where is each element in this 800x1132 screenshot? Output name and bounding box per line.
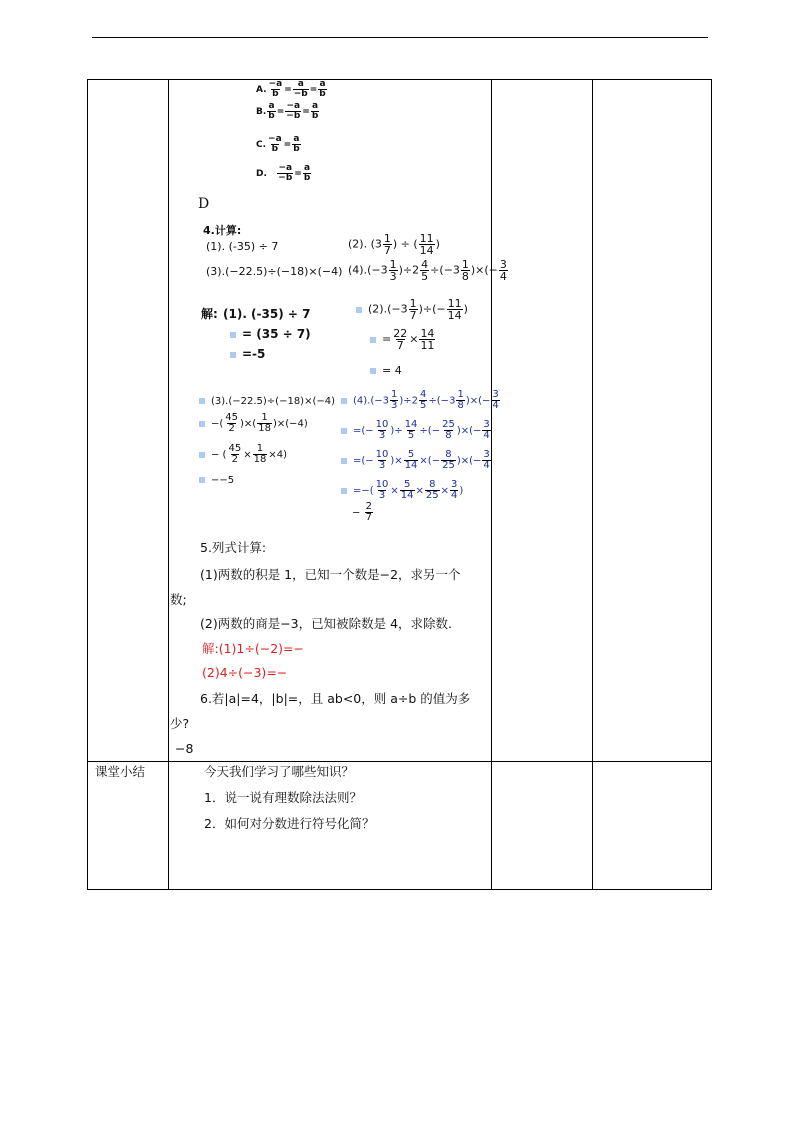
fraction-denominator: 2 [231, 454, 239, 465]
fraction-numerator: −a [268, 79, 283, 89]
expr-part: (4).(−3 [353, 395, 389, 407]
fraction-numerator: a [312, 101, 319, 111]
fraction-denominator: 8 [461, 270, 469, 283]
expr-part: )×( [240, 418, 257, 430]
q6-problem-cont: 少? [170, 716, 190, 731]
fraction-numerator: 14 [420, 327, 435, 340]
q4-s4-line2 [341, 420, 491, 441]
q4-problem-2 [348, 233, 440, 256]
expr-part: − ( [211, 449, 227, 461]
fraction-denominator: b [303, 173, 311, 183]
fraction-numerator: 4 [421, 258, 429, 271]
q4-s2-line1 [356, 298, 468, 321]
expr-part: ) ÷ ( [392, 237, 418, 251]
expr-part: ) [435, 237, 440, 251]
step-marker [199, 421, 205, 427]
fraction-denominator: 18 [253, 454, 267, 465]
q5-problem-1-cont: 数; [170, 592, 187, 607]
fraction-numerator: 25 [442, 419, 455, 430]
step-marker [230, 352, 236, 358]
expr-part: −( [211, 418, 224, 430]
q5-solution-2: (2)4÷(−3)=− [202, 665, 288, 680]
fraction-numerator: 3 [483, 449, 490, 460]
fraction-numerator: 8 [445, 449, 452, 460]
q4-s3-line3 [199, 444, 287, 465]
fraction-denominator: 14 [419, 244, 434, 257]
fraction-denominator: 7 [396, 339, 404, 352]
fraction-numerator: 10 [375, 419, 389, 430]
fraction-numerator: 11 [419, 232, 434, 245]
option-d: D. $\frac{-a}{-b}$ = $\frac{a}{b}$ [256, 163, 311, 183]
expr-part: )×(− [456, 425, 482, 437]
fraction-denominator: 4 [483, 460, 490, 471]
fraction-denominator: −b [293, 89, 308, 99]
step-marker [341, 458, 347, 464]
fraction-denominator: 2 [228, 423, 235, 434]
expr-part: =(− [353, 455, 374, 467]
option-c: C. $\frac{-a}{b}$ = $\frac{a}{b}$ [256, 134, 300, 154]
expr-part: )×(−4) [272, 418, 308, 430]
fraction-numerator: 8 [429, 479, 436, 490]
expr-part: )÷(− [418, 302, 446, 316]
q4-s3-line4 [199, 476, 234, 486]
expr-part: − [352, 507, 361, 519]
fraction-denominator: b [271, 144, 279, 154]
fraction-denominator: b [293, 144, 300, 154]
q4-s4-line4 [341, 480, 463, 501]
q5-solution-1: 解:(1)1÷(−2)=− [202, 641, 304, 656]
q4-s4-line3 [341, 450, 491, 471]
fraction-denominator: 3 [378, 490, 386, 501]
fraction-denominator: 8 [457, 400, 464, 411]
fraction-numerator: −a [268, 134, 282, 144]
fraction-numerator: 3 [451, 479, 458, 490]
q6-answer: −8 [175, 741, 194, 756]
fraction-numerator: 5 [407, 449, 415, 460]
fraction-numerator: a [293, 134, 300, 144]
header-rule [92, 37, 708, 38]
fraction-numerator: −a [278, 163, 293, 173]
expr-part: )÷2 [399, 395, 419, 407]
fraction-denominator: 3 [378, 460, 386, 471]
col-divider-2 [491, 79, 492, 890]
fraction-denominator: 3 [391, 400, 398, 411]
step-marker [230, 332, 236, 338]
expr-part: ×4) [268, 449, 287, 461]
q4-problem-1: (1). (-35) ÷ 7 [206, 240, 279, 253]
fraction-denominator: 3 [378, 430, 386, 441]
fraction-denominator: −b [286, 111, 301, 121]
fraction-denominator: 5 [421, 270, 429, 283]
q5-problem-1: (1)两数的积是 1，已知一个数是−2，求另一个 [200, 567, 461, 582]
q4-s1-line2 [230, 328, 311, 340]
choice-answer: D [198, 196, 210, 212]
fraction-numerator: a [297, 79, 304, 89]
expr-part: )×(− [470, 263, 498, 277]
fraction-denominator: 4 [483, 430, 490, 441]
step-marker [199, 477, 205, 483]
fraction-numerator: 1 [256, 443, 264, 454]
option-a-label: A. [256, 85, 267, 95]
option-b-label: B. [256, 107, 267, 117]
fraction-denominator: 7 [409, 309, 417, 322]
expr-part: )÷ [390, 425, 403, 437]
expr-part: −−5 [211, 475, 235, 486]
q4-title: 4.计算: [203, 224, 242, 237]
expr-part: (4).(−3 [348, 263, 388, 277]
q4-s3-line1 [199, 397, 335, 407]
fraction-numerator: 3 [483, 419, 490, 430]
expr-part: ) [459, 485, 464, 497]
option-c-label: C. [256, 140, 267, 150]
expr-part: × [415, 485, 424, 497]
fraction-numerator: −a [286, 101, 301, 111]
fraction-numerator: a [319, 79, 326, 89]
summary-label: 课堂小结 [95, 764, 146, 779]
q6-problem: 6.若|a|=4，|b|=，且 ab<0，则 a÷b 的值为多 [200, 691, 471, 706]
expr-part: )÷2 [398, 263, 420, 277]
step-marker [341, 428, 347, 434]
fraction-numerator: 2 [365, 501, 372, 512]
row-divider [87, 761, 712, 762]
expr-part: × [440, 485, 450, 497]
step-marker [199, 452, 205, 458]
summary-intro: 今天我们学习了哪些知识？ [204, 764, 355, 779]
fraction-denominator: 4 [451, 490, 458, 501]
fraction-denominator: 8 [445, 430, 452, 441]
fraction-denominator: 14 [447, 309, 462, 322]
q4-s4-line5 [352, 502, 374, 523]
fraction-denominator: 4 [492, 400, 499, 411]
fraction-numerator: a [268, 101, 275, 111]
q4-s2-line3 [370, 365, 402, 376]
step-marker [199, 398, 205, 404]
summary-item-1: 1．说一说有理数除法法则？ [204, 790, 362, 805]
expr-part: )×(− [465, 395, 491, 407]
fraction-denominator: 25 [425, 490, 439, 501]
fraction-numerator: 1 [389, 258, 397, 271]
col-divider-3 [592, 79, 593, 890]
expr-part: ) [463, 302, 468, 316]
fraction-denominator: 14 [404, 460, 418, 471]
step-marker [370, 368, 376, 374]
expr-part: = (35 ÷ 7) [242, 327, 311, 341]
fraction-denominator: 5 [407, 430, 415, 441]
expr-part: (3).(−22.5)÷(−18)×(−4) [211, 396, 335, 407]
expr-part: ÷(−3 [430, 263, 460, 277]
fraction-denominator: 3 [389, 270, 397, 283]
fraction-denominator: −b [278, 173, 293, 183]
q4-s1-line1: (1). (-35) ÷ 7 [223, 307, 311, 321]
option-b: B. $\frac{a}{b}$ = $\frac{-a}{-b}$ = $\frac{a}{b}$ [256, 101, 319, 121]
expr-part: = 4 [382, 364, 402, 377]
fraction-numerator: 22 [393, 327, 408, 340]
expr-part: ÷(−3 [428, 395, 456, 407]
fraction-numerator: 3 [499, 258, 507, 271]
fraction-denominator: 5 [420, 400, 427, 411]
expr-part: )× [390, 455, 403, 467]
summary-item-2: 2．如何对分数进行符号化简？ [204, 816, 375, 831]
fraction-denominator: b [268, 111, 275, 121]
q5-problem-2: (2)两数的商是−3，已知被除数是 4，求除数. [200, 616, 453, 631]
fraction-numerator: 45 [228, 443, 242, 454]
fraction-denominator: b [272, 89, 279, 99]
expr-part: ÷(− [419, 425, 441, 437]
fraction-numerator: 11 [447, 297, 462, 310]
fraction-denominator: b [319, 89, 326, 99]
fraction-denominator: 25 [442, 460, 455, 471]
expr-part: (2).(−3 [368, 302, 408, 316]
q4-solution-label: 解: [201, 307, 218, 321]
fraction-numerator: 1 [461, 258, 469, 271]
fraction-denominator: b [311, 111, 319, 121]
expr-part: ×(− [419, 455, 441, 467]
q5-title: 5.列式计算: [200, 540, 267, 555]
step-marker [341, 488, 347, 494]
fraction-numerator: 1 [457, 389, 464, 400]
q4-s1-line3 [230, 348, 265, 360]
fraction-denominator: 7 [365, 512, 372, 523]
fraction-numerator: 3 [492, 389, 499, 400]
fraction-numerator: 10 [375, 449, 389, 460]
fraction-numerator: 1 [409, 297, 417, 310]
q4-s4-line1 [341, 389, 499, 411]
fraction-denominator: 18 [258, 423, 271, 434]
fraction-numerator: 1 [261, 412, 268, 423]
fraction-denominator: 7 [383, 244, 391, 257]
fraction-numerator: 5 [403, 479, 411, 490]
expr-part: =(− [353, 425, 374, 437]
option-a: A. $\frac{-a}{b}$ = $\frac{a}{-b}$ = $\frac{a}{b}$ [256, 79, 326, 99]
fraction-denominator: 11 [420, 339, 435, 352]
expr-part: × [243, 449, 252, 461]
fraction-denominator: 4 [499, 270, 507, 283]
expr-part: )×(− [456, 455, 482, 467]
q4-problem-4 [348, 258, 507, 283]
option-d-label: D. [256, 169, 267, 179]
fraction-denominator: 14 [400, 490, 414, 501]
expr-part: × [409, 332, 419, 346]
fraction-numerator: 14 [404, 419, 418, 430]
fraction-numerator: 1 [383, 232, 391, 245]
fraction-numerator: 1 [391, 389, 398, 400]
expr-part: =-5 [242, 347, 266, 361]
expr-part: × [390, 485, 399, 497]
step-marker [356, 307, 362, 313]
fraction-numerator: 10 [375, 479, 389, 490]
expr-part: (2). (3 [348, 237, 382, 251]
q4-problem-3: (3).(−22.5)÷(−18)×(−4) [206, 265, 343, 278]
step-marker [370, 337, 376, 343]
expr-part: = [382, 332, 392, 346]
step-marker [341, 398, 347, 404]
fraction-numerator: a [304, 163, 311, 173]
col-divider-1 [168, 79, 169, 890]
fraction-numerator: 4 [420, 389, 427, 400]
q4-s3-line2 [199, 413, 308, 434]
fraction-numerator: 45 [225, 412, 239, 423]
q4-s2-line2 [370, 328, 436, 351]
expr-part: =−( [353, 485, 374, 497]
